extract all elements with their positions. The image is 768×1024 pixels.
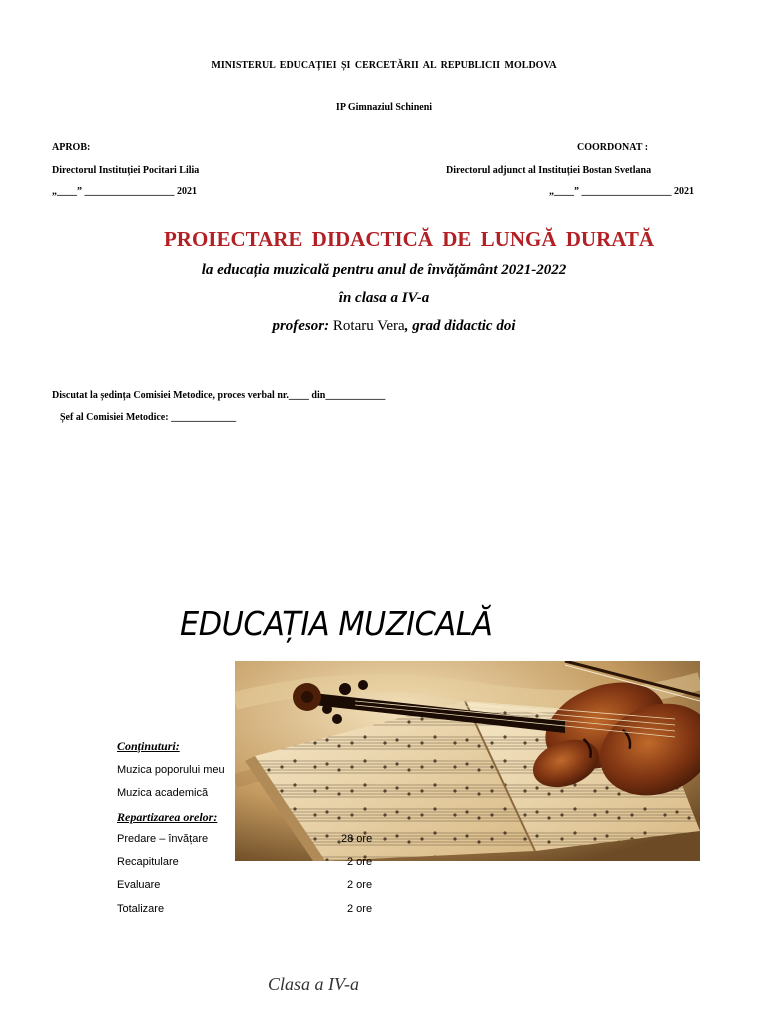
teacher-line <box>0 318 768 335</box>
coordinator-person: Directorul adjunct al Instituției Bostan Svetlana <box>446 165 652 176</box>
hours-title: Repartizarea orelor: <box>117 810 218 824</box>
subject-title: EDUCAȚIA MUZICALĂ <box>180 604 493 643</box>
school-name: IP Gimnaziul Schineni <box>335 102 433 113</box>
coordination-date-line: „____” __________________ 2021 <box>549 186 694 197</box>
hours-row-label: Totalizare <box>117 903 165 915</box>
teacher-degree: , grad didactic doi <box>404 318 516 334</box>
approval-label: APROB: <box>52 142 91 153</box>
list-item: Muzica academică <box>117 787 209 799</box>
subtitle-class: în clasa a IV-a <box>338 290 430 306</box>
methodic-head-line: Șef al Comisiei Metodice: _____________ <box>60 412 237 423</box>
hours-row-value: 2 ore <box>347 903 373 915</box>
approver-person: Directorul Instituției Pocitari Lilia <box>52 165 200 176</box>
document-title: PROIECTARE DIDACTICĂ DE LUNGĂ DURATĂ <box>163 227 655 251</box>
hours-row-label: Evaluare <box>117 879 161 891</box>
hours-row-label: Recapitulare <box>117 856 179 868</box>
approval-date-line: „____” __________________ 2021 <box>52 186 197 197</box>
class-footer: Clasa a IV-a <box>268 974 360 994</box>
hours-row-value: 28 ore <box>341 833 373 845</box>
teacher-label: profesor: <box>272 318 330 334</box>
hours-row-value: 2 ore <box>347 879 373 891</box>
hours-row-value: 2 ore <box>347 856 373 868</box>
coordination-label: COORDONAT : <box>577 142 649 153</box>
ministry-header: MINISTERUL EDUCAȚIEI ȘI CERCETĂRII AL REPUBLICII MOLDOVA <box>211 60 557 71</box>
violin-sheet-music-image <box>235 661 700 861</box>
contents-title: Conținuturi: <box>117 739 180 753</box>
methodic-discussion-line: Discutat la ședința Comisiei Metodice, proces verbal nr.____ din____________ <box>52 390 386 401</box>
list-item: Muzica poporului meu <box>117 764 225 776</box>
hours-row-label: Predare – învățare <box>117 833 209 845</box>
subtitle-subject-year: la educația muzicală pentru anul de învățământ 2021-2022 <box>201 262 567 278</box>
teacher-name: Rotaru Vera <box>329 318 405 334</box>
